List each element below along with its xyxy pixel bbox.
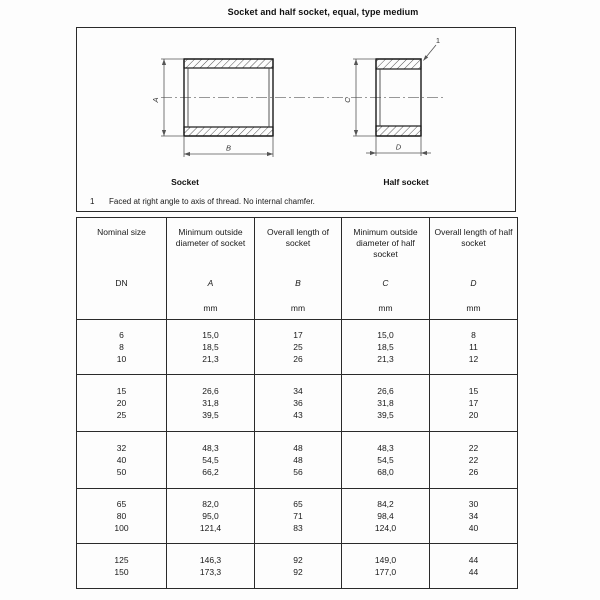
callout-1: 1 bbox=[435, 36, 441, 45]
dim-label-A: A bbox=[151, 97, 160, 103]
column-symbol: A bbox=[207, 278, 214, 288]
footnote bbox=[90, 197, 315, 206]
column-header bbox=[342, 218, 430, 320]
table-row-group bbox=[77, 320, 518, 375]
table-cell-b: 92 92 bbox=[255, 544, 342, 589]
table-cell-d: 15 17 20 bbox=[430, 375, 518, 432]
drawing-panel bbox=[76, 27, 516, 212]
table-cell-a: 48,3 54,5 66,2 bbox=[167, 432, 255, 489]
dim-label-B: B bbox=[225, 143, 232, 153]
table-cell-c: 48,3 54,5 68,0 bbox=[342, 432, 430, 489]
table-row-group bbox=[77, 489, 518, 544]
table-cell-c: 84,2 98,4 124,0 bbox=[342, 489, 430, 544]
table-cell-c: 26,6 31,8 39,5 bbox=[342, 375, 430, 432]
column-symbol: D bbox=[470, 278, 477, 288]
table-cell-a: 26,6 31,8 39,5 bbox=[167, 375, 255, 432]
column-header bbox=[255, 218, 342, 320]
half-socket-caption: Half socket bbox=[383, 177, 429, 187]
table-cell-b: 34 36 43 bbox=[255, 375, 342, 432]
column-symbol: B bbox=[295, 278, 301, 288]
table-cell-dn: 15 20 25 bbox=[116, 386, 127, 420]
column-symbol: DN bbox=[115, 278, 128, 288]
column-unit: mm bbox=[290, 303, 306, 313]
column-header bbox=[167, 218, 255, 320]
table-cell-a: 82,0 95,0 121,4 bbox=[167, 489, 255, 544]
column-title: Overall length of half socket bbox=[434, 227, 513, 248]
column-title: Minimum outside diameter of socket bbox=[175, 227, 246, 248]
table-row-group bbox=[77, 375, 518, 432]
half-socket-view bbox=[343, 36, 440, 187]
footnote-number: 1 bbox=[90, 197, 95, 206]
column-unit: mm bbox=[466, 303, 481, 313]
page-title: Socket and half socket, equal, type medium bbox=[227, 7, 419, 17]
dim-label-C: C bbox=[343, 97, 352, 103]
table-row-group bbox=[77, 544, 518, 589]
table-cell-a: 15,0 18,5 21,3 bbox=[167, 320, 255, 375]
table-cell-c: 149,0 177,0 bbox=[342, 544, 430, 589]
socket-technical-drawing bbox=[77, 28, 515, 211]
dim-label-D: D bbox=[395, 142, 402, 152]
table-cell-c: 15,0 18,5 21,3 bbox=[342, 320, 430, 375]
table-cell-a: 146,3 173,3 bbox=[167, 544, 255, 589]
socket-view bbox=[151, 59, 273, 187]
column-symbol: C bbox=[382, 278, 389, 288]
column-title: Minimum outside diameter of half socket bbox=[353, 227, 418, 259]
table-cell-dn: 6 8 10 bbox=[116, 330, 127, 364]
table-cell-b: 17 25 26 bbox=[255, 320, 342, 375]
column-unit: mm bbox=[203, 303, 218, 313]
dimension-table bbox=[76, 217, 518, 589]
table-cell-d: 22 22 26 bbox=[430, 432, 518, 489]
column-unit: mm bbox=[378, 303, 393, 313]
table-cell-d: 44 44 bbox=[430, 544, 518, 589]
column-header bbox=[77, 218, 167, 320]
table-cell-dn: 32 40 50 bbox=[116, 443, 127, 477]
table-header bbox=[77, 218, 518, 320]
column-title: Overall length of socket bbox=[267, 227, 329, 248]
table-cell-d: 30 34 40 bbox=[430, 489, 518, 544]
table-cell-dn: 125 150 bbox=[114, 555, 129, 577]
table-cell-b: 65 71 83 bbox=[255, 489, 342, 544]
table-cell-d: 8 11 12 bbox=[430, 320, 518, 375]
column-header bbox=[430, 218, 518, 320]
table-row-group bbox=[77, 432, 518, 489]
table-cell-dn: 65 80 100 bbox=[114, 499, 129, 533]
socket-caption: Socket bbox=[171, 177, 199, 187]
table-cell-b: 48 48 56 bbox=[255, 432, 342, 489]
footnote-text: Faced at right angle to axis of thread. No internal chamfer. bbox=[109, 197, 315, 206]
column-title: Nominal size bbox=[97, 227, 146, 237]
